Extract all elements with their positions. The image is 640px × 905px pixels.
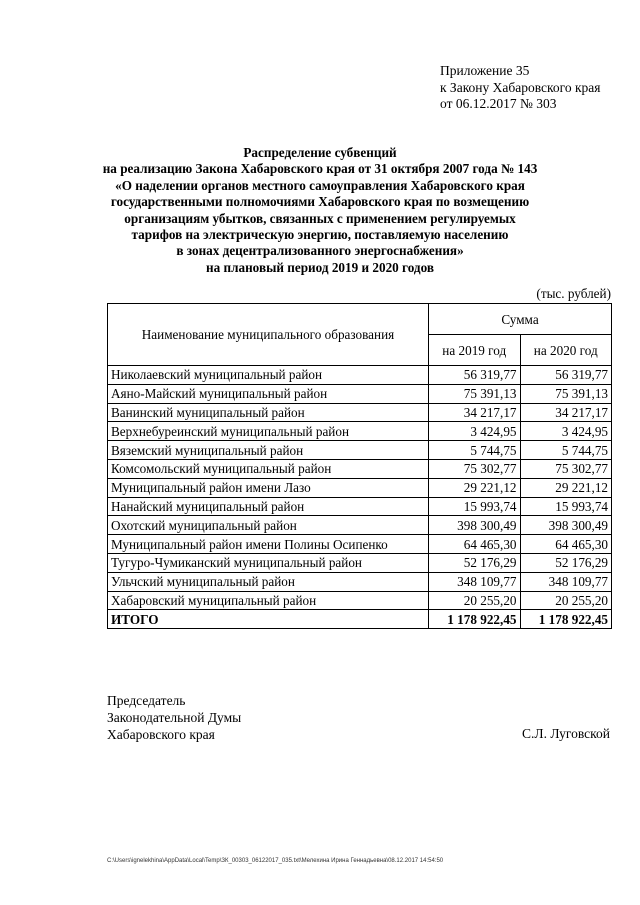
municipality-name: Хабаровский муниципальный район bbox=[108, 591, 429, 610]
municipality-name: Вяземский муниципальный район bbox=[108, 441, 429, 460]
header-2020: на 2020 год bbox=[520, 335, 612, 366]
municipality-name: Аяно-Майский муниципальный район bbox=[108, 384, 429, 403]
table-row bbox=[108, 366, 612, 385]
title-line: тарифов на электрическую энергию, поставляемую населению bbox=[131, 227, 509, 243]
total-row bbox=[108, 610, 612, 629]
title-line: «О наделении органов местного самоуправления Хабаровского края bbox=[115, 177, 525, 193]
municipality-name: Муниципальный район имени Полины Осипенко bbox=[108, 535, 429, 554]
table-row bbox=[108, 497, 612, 516]
title-line: в зонах децентрализованного энергоснабжения» bbox=[176, 243, 464, 259]
table-row bbox=[108, 459, 612, 478]
amount-2020: 64 465,30 bbox=[520, 535, 612, 554]
title-line: государственными полномочиями Хабаровского края по возмещению bbox=[110, 194, 530, 210]
amount-2020: 1 178 922,45 bbox=[520, 610, 612, 629]
header-name: Наименование муниципального образования bbox=[108, 304, 429, 366]
amount-2019: 34 217,17 bbox=[429, 403, 521, 422]
signatory-name: С.Л. Луговской bbox=[522, 726, 610, 741]
table-row bbox=[108, 553, 612, 572]
table-row bbox=[108, 535, 612, 554]
appendix-date: от 06.12.2017 № 303 bbox=[440, 96, 557, 111]
title-line: на реализацию Закона Хабаровского края от 31 октября 2007 года № 143 bbox=[102, 161, 538, 177]
amount-2020: 348 109,77 bbox=[520, 572, 612, 591]
amount-2020: 29 221,12 bbox=[520, 478, 612, 497]
table-row bbox=[108, 516, 612, 535]
amount-2019: 398 300,49 bbox=[429, 516, 521, 535]
table-row bbox=[108, 591, 612, 610]
amount-2019: 64 465,30 bbox=[429, 535, 521, 554]
municipality-name: Верхнебуреинский муниципальный район bbox=[108, 422, 429, 441]
municipality-name: Ванинский муниципальный район bbox=[108, 403, 429, 422]
title-line: организациям убытков, связанных с применением регулируемых bbox=[124, 210, 516, 226]
amount-2019: 29 221,12 bbox=[429, 478, 521, 497]
amount-2020: 34 217,17 bbox=[520, 403, 612, 422]
municipality-name: Муниципальный район имени Лазо bbox=[108, 478, 429, 497]
amount-2020: 75 391,13 bbox=[520, 384, 612, 403]
signature-title-2: Законодательной Думы bbox=[107, 710, 242, 725]
amount-2020: 20 255,20 bbox=[520, 591, 612, 610]
municipality-name: Охотский муниципальный район bbox=[108, 516, 429, 535]
table-row bbox=[108, 478, 612, 497]
municipality-name: Тугуро-Чумиканский муниципальный район bbox=[108, 553, 429, 572]
amount-2020: 52 176,29 bbox=[520, 553, 612, 572]
table-row bbox=[108, 572, 612, 591]
header-2019: на 2019 год bbox=[429, 335, 521, 366]
table-row bbox=[108, 422, 612, 441]
municipality-name: Комсомольский муниципальный район bbox=[108, 459, 429, 478]
signature-title-3: Хабаровского края bbox=[107, 727, 215, 742]
header-sum: Сумма bbox=[429, 304, 612, 335]
amount-2019: 75 302,77 bbox=[429, 459, 521, 478]
municipality-name: Нанайский муниципальный район bbox=[108, 497, 429, 516]
amount-2020: 3 424,95 bbox=[520, 422, 612, 441]
amount-2019: 15 993,74 bbox=[429, 497, 521, 516]
subsidy-table bbox=[107, 303, 612, 629]
municipality-name: Ульчский муниципальный район bbox=[108, 572, 429, 591]
signature-title-1: Председатель bbox=[107, 693, 186, 708]
appendix-law: к Закону Хабаровского края bbox=[440, 79, 601, 95]
signature-block bbox=[107, 692, 241, 743]
amount-2019: 52 176,29 bbox=[429, 553, 521, 572]
municipality-name: Николаевский муниципальный район bbox=[108, 366, 429, 385]
amount-2019: 3 424,95 bbox=[429, 422, 521, 441]
municipality-name: ИТОГО bbox=[108, 610, 429, 629]
file-path-footer: C:\Users\ignelekhina\AppData\Local\Temp\ЗК_00303_06122017_035.txt\Мелехина Ирина Геннадьевна\08.12.2017 14:54:50 bbox=[107, 858, 444, 864]
appendix-header bbox=[440, 63, 601, 113]
amount-2019: 5 744,75 bbox=[429, 441, 521, 460]
amount-2019: 348 109,77 bbox=[429, 572, 521, 591]
amount-2019: 1 178 922,45 bbox=[429, 610, 521, 629]
amount-2020: 56 319,77 bbox=[520, 366, 612, 385]
table-row bbox=[108, 384, 612, 403]
amount-2019: 75 391,13 bbox=[429, 384, 521, 403]
title-line: на плановый период 2019 и 2020 годов bbox=[206, 259, 434, 275]
amount-2019: 56 319,77 bbox=[429, 366, 521, 385]
amount-2019: 20 255,20 bbox=[429, 591, 521, 610]
amount-2020: 15 993,74 bbox=[520, 497, 612, 516]
unit-label: (тыс. рублей) bbox=[536, 286, 611, 301]
appendix-number: Приложение 35 bbox=[440, 63, 530, 78]
document-title bbox=[100, 145, 540, 276]
amount-2020: 5 744,75 bbox=[520, 441, 612, 460]
amount-2020: 398 300,49 bbox=[520, 516, 612, 535]
table-row bbox=[108, 441, 612, 460]
table-header-row bbox=[108, 304, 612, 335]
amount-2020: 75 302,77 bbox=[520, 459, 612, 478]
title-line: Распределение субвенций bbox=[243, 145, 397, 160]
table-row bbox=[108, 403, 612, 422]
